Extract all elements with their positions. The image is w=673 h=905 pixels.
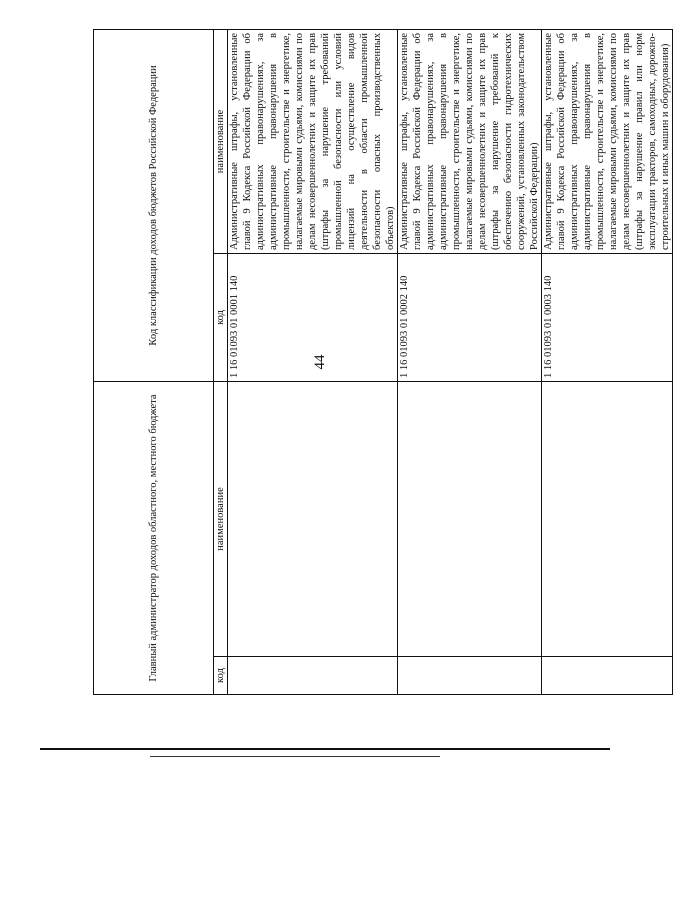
income-name-cell: Административные штрафы, установленные главой 9 Кодекса Российской Федерации об административных правонарушениях, за административные правонарушения в промышленности, строительстве и энергетике, налагаемые мировыми судьями, комиссиями по делам несовершеннолетних и защите их прав (штрафы за нарушение правил или норм эксплуатации тракторов, самоходных, дорожно-строительных и иных машин и оборудования) (542, 29, 673, 253)
subheader-admin-name: наименование (214, 381, 228, 656)
subheader-income-code: код (214, 253, 228, 381)
page-number: 44 (312, 354, 328, 370)
admin-name-cell (542, 381, 673, 656)
admin-code-cell (228, 657, 398, 695)
admin-code-cell (542, 657, 673, 695)
income-name-cell: Административные штрафы, установленные главой 9 Кодекса Российской Федерации об административных правонарушениях, за административные правонарушения в промышленности, строительстве и энергетике, налагаемые мировыми судьями, комиссиями по делам несовершеннолетних и защите их прав (штрафы за нарушение требований к обеспечению безопасности гидротехнических сооружений, установленных законодательством Российской Федерации) (398, 29, 542, 253)
revenue-classification-table (93, 30, 671, 695)
header-chief-administrator: Главный администратор доходов областного, местного бюджета (94, 381, 214, 694)
admin-code-cell (398, 657, 542, 695)
income-code-cell: 1 16 01093 01 0003 140 (542, 253, 673, 381)
table-row (542, 29, 673, 694)
header-classification-code: Код классификации доходов бюджетов Российской Федерации (94, 29, 214, 381)
subheader-income-name: наименование (214, 29, 228, 253)
footnote-divider-short (150, 756, 440, 757)
income-code-cell: 1 16 01093 01 0002 140 (398, 253, 542, 381)
footnote-divider (40, 748, 610, 750)
admin-name-cell (228, 381, 398, 656)
income-code-cell: 1 16 01093 01 0001 140 (228, 253, 398, 381)
income-name-cell: Административные штрафы, установленные главой 9 Кодекса Российской Федерации об административных правонарушениях, за административные правонарушения в промышленности, строительстве и энергетике, налагаемые мировыми судьями, комиссиями по делам несовершеннолетних и защите их прав (штрафы за нарушение требований промышленной безопасности или условий лицензий на осуществление видов деятельности в области промышленной безопасности опасных производственных объектов) (228, 29, 398, 253)
admin-name-cell (398, 381, 542, 656)
subheader-admin-code: код (214, 657, 228, 695)
table-row (398, 29, 542, 694)
table-row (228, 29, 398, 694)
